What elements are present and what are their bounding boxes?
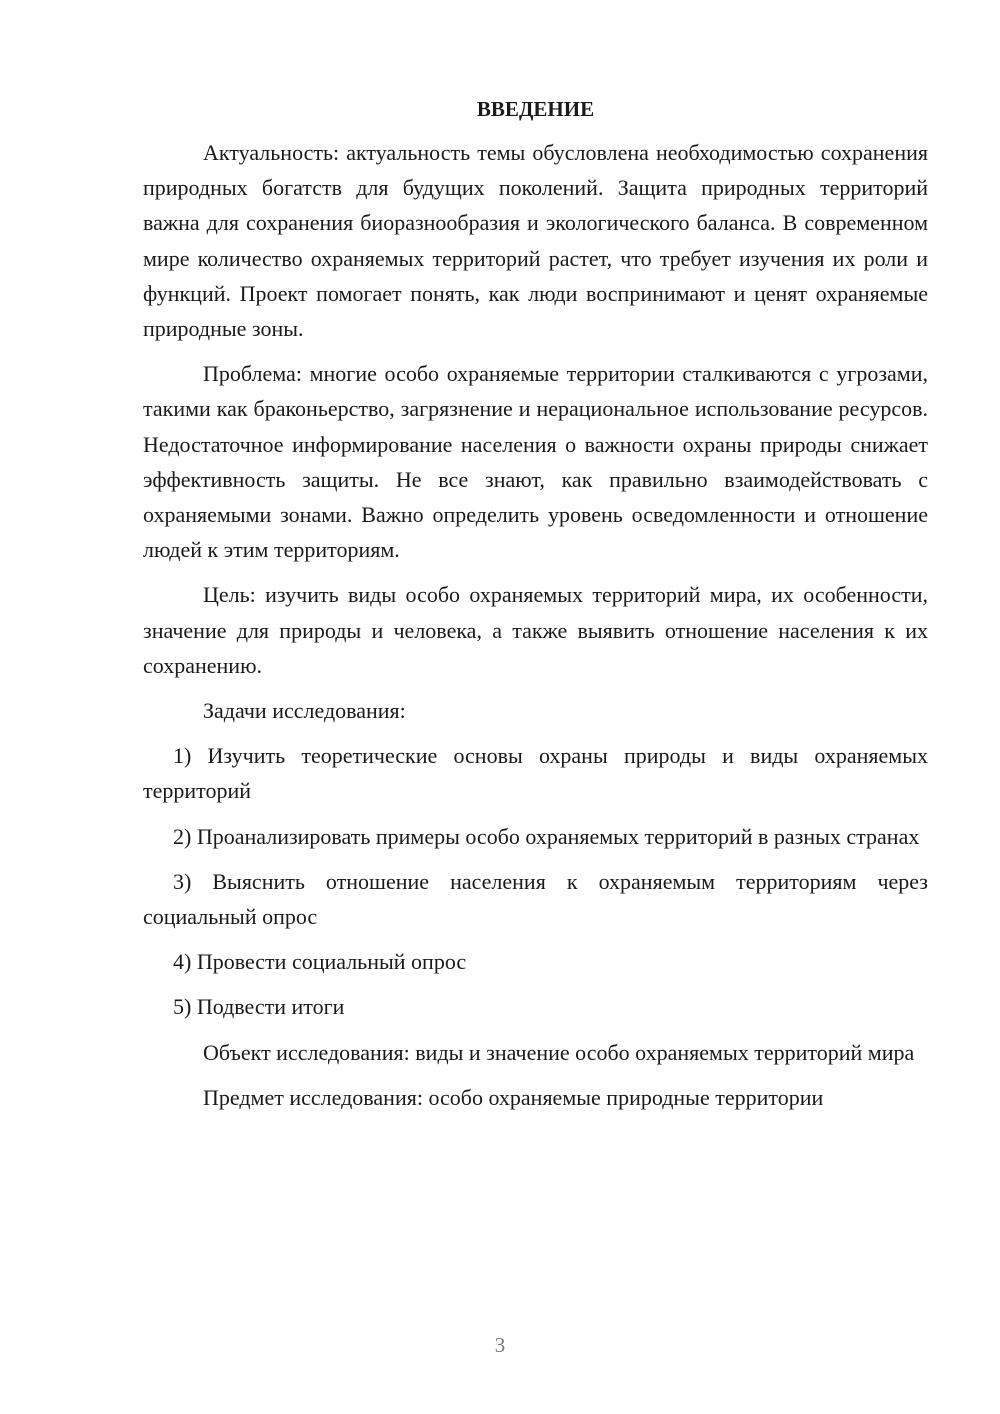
page-content [143,92,928,1125]
section-title: ВВЕДЕНИЕ [476,97,595,121]
goal-paragraph: Цель: изучить виды особо охраняемых территорий мира, их особенности, значение для природы и человека, а также выявить отношение населения к их сохранению. [143,582,928,678]
research-subject-paragraph: Предмет исследования: особо охраняемые природные территории [203,1084,824,1110]
task-item: 3) Выяснить отношение населения к охраняемым территориям через социальный опрос [143,868,928,930]
task-item: 2) Проанализировать примеры особо охраняемых территорий в разных странах [173,823,920,849]
relevance-paragraph: Актуальность: актуальность темы обусловлена необходимостью сохранения природных богатств для будущих поколений. Защита природных территорий важна для сохранения биоразнообразия и экологического баланса. В современном мире количество охраняемых территорий растет, что требует изучения их роли и функций. Проект помогает понять, как люди воспринимают и ценят охраняемые природные зоны. [143,140,928,342]
task-item: 5) Подвести итоги [173,994,345,1020]
task-item: 4) Провести социальный опрос [173,949,467,975]
research-object-paragraph: Объект исследования: виды и значение особо охраняемых территорий мира [203,1039,915,1065]
problem-paragraph: Проблема: многие особо охраняемые территории сталкиваются с угрозами, такими как браконьерство, загрязнение и нерациональное использование ресурсов. Недостаточное информирование населения о важности охраны природы снижает эффективность защиты. Не все знают, как правильно взаимодействовать с охраняемыми зонами. Важно определить уровень осведомленности и отношение людей к этим территориям. [143,361,928,563]
page-number: 3 [494,1333,506,1357]
task-item: 1) Изучить теоретические основы охраны природы и виды охраняемых территорий [143,743,928,804]
tasks-heading: Задачи исследования: [203,698,406,724]
